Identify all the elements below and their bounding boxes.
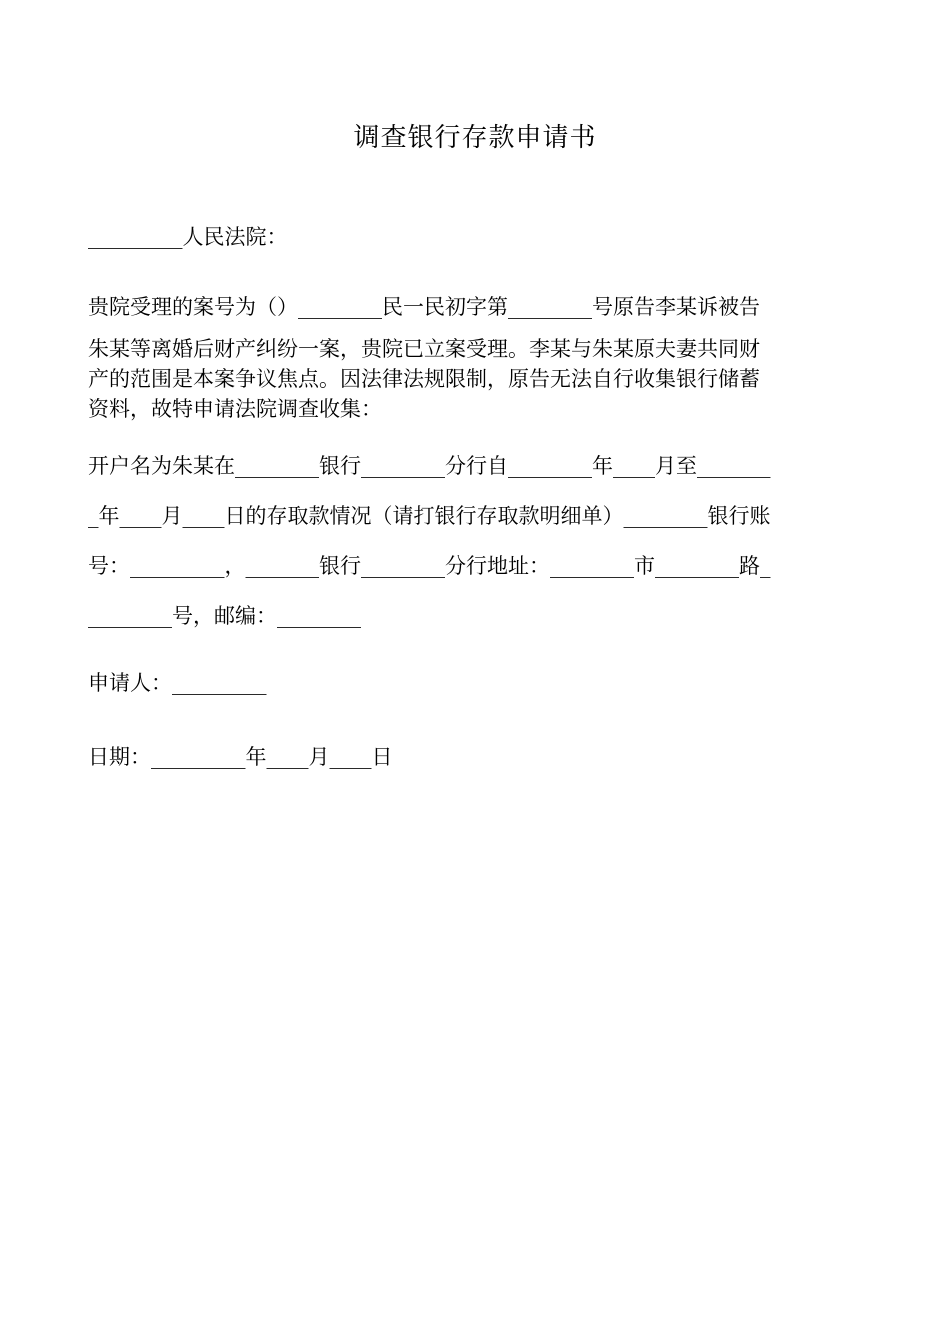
request-paragraph-line-4: 资料，故特申请法院调查收集： xyxy=(88,397,382,421)
account-details-line-3: 号：_________，_______银行________分行地址：________市________路_ xyxy=(88,554,771,578)
account-details-paragraph xyxy=(88,441,868,641)
request-paragraph-line-3: 产的范围是本案争议焦点。因法律法规限制，原告无法自行收集银行储蓄 xyxy=(88,367,760,391)
account-details-line-2: _年____月____日的存取款情况（请打银行存取款明细单）________银行账 xyxy=(88,504,771,528)
applicant-line: 申请人：_________ xyxy=(88,671,267,695)
date-line: 日期：_________年____月____日 xyxy=(88,745,393,769)
addressee-line: _________人民法院： xyxy=(88,225,288,249)
account-details-line-1: 开户名为朱某在________银行________分行自________年____月至_______ xyxy=(88,454,771,478)
document-title: 调查银行存款申请书 xyxy=(353,123,597,153)
request-paragraph xyxy=(88,292,868,424)
account-details-line-4: ________号，邮编：________ xyxy=(88,604,361,628)
request-paragraph-line-1: 贵院受理的案号为（）________民一民初字第________号原告李某诉被告 xyxy=(88,295,760,319)
request-paragraph-line-2: 朱某等离婚后财产纠纷一案，贵院已立案受理。李某与朱某原夫妻共同财 xyxy=(88,337,760,361)
